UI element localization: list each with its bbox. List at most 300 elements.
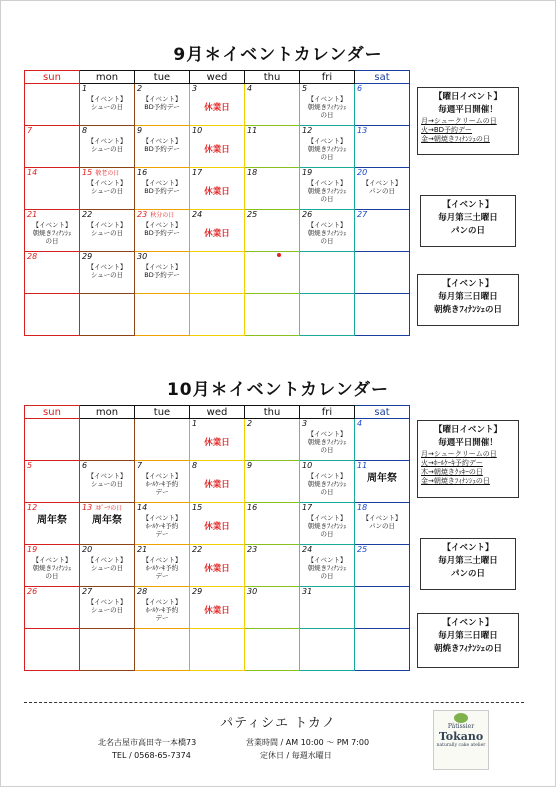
day-number — [192, 211, 242, 221]
calendar-day-cell — [355, 587, 410, 629]
october-title: 10月＊イベントカレンダー — [166, 380, 390, 400]
day-number-text: 17 — [302, 503, 313, 512]
calendar-day-cell — [355, 294, 410, 336]
day-number — [302, 420, 352, 430]
box-item: 月→シュークリームの日 — [421, 117, 497, 125]
calendar-dot — [277, 253, 281, 257]
calendar-day-cell — [25, 503, 80, 545]
day-number-text: 14 — [27, 168, 38, 177]
day-number-text: 2 — [137, 84, 143, 93]
day-number — [27, 546, 77, 556]
calendar-day-cell — [25, 629, 80, 671]
day-number-text: 28 — [27, 252, 38, 261]
day-number-text: 25 — [357, 545, 368, 554]
event-text: 朝焼きﾌｨﾅﾝｼｪ — [307, 480, 347, 488]
day-number-text: 6 — [357, 84, 363, 93]
event-text: の日 — [45, 237, 59, 245]
calendar-day-cell — [80, 168, 135, 210]
event-text: 【イベント】 — [307, 137, 347, 145]
day-number — [247, 169, 297, 179]
day-number — [192, 420, 242, 430]
day-number — [302, 462, 352, 472]
event-text: 【イベント】 — [142, 472, 182, 480]
closed-day-label: 休業日 — [204, 103, 230, 113]
weekday-header-thu: thu — [245, 71, 300, 84]
day-number-text: 23 — [247, 545, 258, 554]
calendar-day-cell — [25, 587, 80, 629]
event-text: 【イベント】 — [307, 430, 347, 438]
box-item: 月→シュークリームの日 — [421, 450, 497, 458]
day-number-text: 18 — [357, 503, 368, 512]
weekday-header-mon: mon — [80, 71, 135, 84]
event-text: の日 — [320, 195, 334, 203]
day-number — [247, 546, 297, 556]
day-number-text: 20 — [357, 168, 368, 177]
day-number-text: 20 — [82, 545, 93, 554]
event-text: 朝焼きﾌｨﾅﾝｼｪ — [307, 229, 347, 237]
day-number-text: 4 — [247, 84, 253, 93]
shop-closed-day: 定休日 / 毎週水曜日 — [260, 751, 332, 760]
day-number-text: 9 — [247, 461, 253, 470]
calendar-day-cell — [25, 294, 80, 336]
day-number — [27, 420, 77, 430]
calendar-day-cell — [25, 126, 80, 168]
box-item: 火→ﾎｰﾙｹｰｷ予約デー — [421, 459, 483, 467]
day-number — [357, 85, 407, 95]
day-number — [27, 85, 77, 95]
day-number — [302, 169, 352, 179]
calendar-day-cell — [300, 419, 355, 461]
box-heading: 【イベント】 — [442, 279, 494, 289]
event-text: の日 — [320, 111, 334, 119]
event-text: 朝焼きﾌｨﾅﾝｼｪ — [307, 522, 347, 530]
day-number-text: 21 — [27, 210, 38, 219]
day-number — [82, 420, 132, 430]
day-number — [357, 462, 407, 472]
calendar-day-cell — [245, 126, 300, 168]
day-number-text: 6 — [82, 461, 88, 470]
shop-logo — [433, 710, 489, 770]
day-number-text: 10 — [192, 126, 203, 135]
day-number-text: 3 — [302, 419, 308, 428]
day-number — [137, 127, 187, 137]
calendar-day-cell — [355, 126, 410, 168]
calendar-day-cell — [25, 419, 80, 461]
day-number — [137, 462, 187, 472]
event-text: 朝焼きﾌｨﾅﾝｼｪ — [307, 564, 347, 572]
day-number — [302, 588, 352, 598]
day-number-text: 17 — [192, 168, 203, 177]
day-number — [247, 253, 297, 263]
calendar-day-cell — [300, 587, 355, 629]
calendar-day-cell — [80, 126, 135, 168]
event-text: BD予約デー — [144, 145, 180, 153]
weekday-header-sat: sat — [355, 71, 410, 84]
day-number — [137, 420, 187, 430]
day-number — [82, 546, 132, 556]
calendar-day-cell — [245, 545, 300, 587]
calendar-day-cell — [80, 461, 135, 503]
event-text: の日 — [320, 530, 334, 538]
event-text: 【イベント】 — [142, 95, 182, 103]
day-number-text: 16 — [137, 168, 148, 177]
day-number — [82, 211, 132, 221]
calendar-day-cell — [190, 252, 245, 294]
calendar-day-cell — [300, 294, 355, 336]
calendar-day-cell — [190, 210, 245, 252]
day-number-text: 29 — [82, 252, 93, 261]
event-text: 【イベント】 — [307, 221, 347, 229]
day-number — [137, 85, 187, 95]
event-text: 【イベント】 — [87, 556, 127, 564]
box-line: パンの日 — [450, 226, 485, 236]
leaf-icon — [454, 713, 468, 723]
day-number — [137, 504, 187, 514]
event-text: 【イベント】 — [32, 556, 72, 564]
calendar-day-cell — [135, 629, 190, 671]
day-number-text: 8 — [82, 126, 88, 135]
calendar-day-cell — [300, 126, 355, 168]
calendar-day-cell — [245, 629, 300, 671]
day-number — [247, 504, 297, 514]
event-text: 朝焼きﾌｨﾅﾝｼｪ — [307, 145, 347, 153]
day-number-text: 26 — [302, 210, 313, 219]
calendar-day-cell — [300, 168, 355, 210]
calendar-day-cell — [355, 84, 410, 126]
weekday-header-wed: wed — [190, 406, 245, 419]
closed-day-label: 休業日 — [204, 438, 230, 448]
weekday-header-tue: tue — [135, 71, 190, 84]
day-number — [357, 295, 407, 305]
box-heading: 【曜日イベント】 — [433, 425, 502, 435]
calendar-day-cell — [80, 587, 135, 629]
event-text: デー — [155, 614, 169, 622]
day-number — [137, 630, 187, 640]
calendar-day-cell — [80, 252, 135, 294]
event-text: シューの日 — [90, 145, 124, 153]
calendar-day-cell — [355, 629, 410, 671]
event-text: 朝焼きﾌｨﾅﾝｼｪ — [307, 438, 347, 446]
day-number-text: 12 — [27, 503, 38, 512]
day-number-text: 22 — [192, 545, 203, 554]
event-text: 朝焼きﾌｨﾅﾝｼｪ — [307, 103, 347, 111]
calendar-day-cell — [245, 210, 300, 252]
footer-divider — [24, 702, 524, 703]
day-number-text: 14 — [137, 503, 148, 512]
calendar-day-cell — [245, 419, 300, 461]
event-text: BD予約デー — [144, 187, 180, 195]
calendar-day-cell — [190, 294, 245, 336]
calendar-day-cell — [135, 126, 190, 168]
day-number-text: 3 — [192, 84, 198, 93]
day-number — [27, 253, 77, 263]
event-text: 【イベント】 — [307, 514, 347, 522]
calendar-day-cell — [190, 503, 245, 545]
event-text: ﾎｰﾙｹｰｷ予約 — [145, 606, 179, 614]
day-number — [82, 504, 132, 514]
closed-day-label: 休業日 — [204, 229, 230, 239]
day-number — [192, 504, 242, 514]
day-number — [27, 127, 77, 137]
day-number-text: 22 — [82, 210, 93, 219]
calendar-day-cell — [190, 461, 245, 503]
event-text: の日 — [45, 572, 59, 580]
shop-phone: TEL / 0568-65-7374 — [112, 751, 191, 760]
day-number — [137, 588, 187, 598]
day-number — [302, 630, 352, 640]
calendar-day-cell — [245, 252, 300, 294]
calendar-day-cell — [190, 629, 245, 671]
day-number — [247, 127, 297, 137]
shop-hours-block — [246, 736, 369, 762]
event-text: 【イベント】 — [142, 137, 182, 145]
bread-day-box-oct — [420, 538, 516, 590]
financier-day-box-sep — [417, 274, 519, 326]
day-number-text: 26 — [27, 587, 38, 596]
day-number — [357, 169, 407, 179]
weekday-header-sun: sun — [25, 71, 80, 84]
day-number-text: 8 — [192, 461, 198, 470]
day-number — [27, 504, 77, 514]
day-number — [27, 630, 77, 640]
shop-contact — [98, 736, 196, 762]
day-number — [247, 420, 297, 430]
event-text: 【イベント】 — [362, 179, 402, 187]
weekday-header-tue: tue — [135, 406, 190, 419]
holiday-label: ｽﾎﾟｰﾂの日 — [95, 505, 123, 512]
day-number — [357, 127, 407, 137]
box-heading: 【イベント】 — [442, 200, 494, 210]
calendar-day-cell — [80, 629, 135, 671]
event-text: の日 — [320, 488, 334, 496]
day-number — [192, 546, 242, 556]
event-text: 【イベント】 — [307, 556, 347, 564]
event-text: 【イベント】 — [362, 514, 402, 522]
calendar-day-cell — [25, 210, 80, 252]
weekday-header-fri: fri — [300, 71, 355, 84]
day-number — [192, 630, 242, 640]
box-heading: 【イベント】 — [442, 618, 494, 628]
calendar-day-cell — [135, 503, 190, 545]
day-number-text: 2 — [247, 419, 253, 428]
event-text: 【イベント】 — [142, 556, 182, 564]
event-text: BD予約デー — [144, 271, 180, 279]
event-text: の日 — [320, 153, 334, 161]
event-text: の日 — [320, 237, 334, 245]
calendar-day-cell — [135, 545, 190, 587]
day-number-text: 23 — [137, 210, 148, 219]
day-number — [137, 169, 187, 179]
closed-day-label: 休業日 — [204, 522, 230, 532]
day-number-text: 13 — [357, 126, 368, 135]
box-item: 金→朝焼きﾌｨﾅﾝｼｪの日 — [421, 477, 490, 485]
day-number — [247, 630, 297, 640]
calendar-day-cell — [300, 629, 355, 671]
day-number — [302, 504, 352, 514]
day-number-text: 19 — [27, 545, 38, 554]
event-text: 【イベント】 — [142, 179, 182, 187]
box-line: パンの日 — [450, 569, 485, 579]
event-text: 朝焼きﾌｨﾅﾝｼｪ — [307, 187, 347, 195]
day-number — [82, 295, 132, 305]
day-number — [82, 127, 132, 137]
calendar-day-cell — [135, 587, 190, 629]
day-number — [27, 169, 77, 179]
day-number-text: 7 — [137, 461, 143, 470]
calendar-day-cell — [355, 210, 410, 252]
day-number-text: 29 — [192, 587, 203, 596]
day-number-text: 1 — [192, 419, 198, 428]
anniversary-label: 周年祭 — [92, 515, 122, 526]
shop-hours: 営業時間 / AM 10:00 ～ PM 7:00 — [246, 738, 370, 747]
box-heading: 【イベント】 — [442, 543, 494, 553]
event-text: 【イベント】 — [307, 472, 347, 480]
day-number — [357, 588, 407, 598]
calendar-day-cell — [80, 419, 135, 461]
weekday-header-sun: sun — [25, 406, 80, 419]
event-text: 【イベント】 — [142, 263, 182, 271]
day-number-text: 24 — [192, 210, 203, 219]
day-number-text: 31 — [302, 587, 313, 596]
weekday-header-fri: fri — [300, 406, 355, 419]
weekday-header-thu: thu — [245, 406, 300, 419]
calendar-day-cell — [135, 419, 190, 461]
day-number — [137, 253, 187, 263]
day-number — [357, 211, 407, 221]
event-text: ﾎｰﾙｹｰｷ予約 — [145, 564, 179, 572]
calendar-day-cell — [190, 419, 245, 461]
weekday-event-box-oct — [417, 420, 519, 498]
day-number — [27, 588, 77, 598]
day-number — [192, 462, 242, 472]
day-number-text: 30 — [137, 252, 148, 261]
holiday-label: 秋分の日 — [150, 212, 175, 219]
calendar-day-cell — [80, 294, 135, 336]
day-number — [192, 127, 242, 137]
event-text: 【イベント】 — [142, 221, 182, 229]
event-text: デー — [155, 572, 169, 580]
october-calendar — [24, 405, 410, 671]
calendar-day-cell — [300, 84, 355, 126]
calendar-day-cell — [135, 252, 190, 294]
calendar-day-cell — [25, 168, 80, 210]
box-line: 毎月第三土曜日 — [438, 556, 498, 566]
calendar-day-cell — [25, 461, 80, 503]
day-number-text: 15 — [82, 168, 93, 177]
calendar-day-cell — [245, 461, 300, 503]
day-number — [192, 85, 242, 95]
event-text: 【イベント】 — [87, 472, 127, 480]
day-number — [357, 420, 407, 430]
day-number-text: 12 — [302, 126, 313, 135]
calendar-day-cell — [190, 126, 245, 168]
event-text: の日 — [320, 446, 334, 454]
day-number — [192, 253, 242, 263]
calendar-day-cell — [80, 210, 135, 252]
day-number — [137, 211, 187, 221]
day-number — [302, 295, 352, 305]
day-number — [302, 211, 352, 221]
calendar-day-cell — [135, 84, 190, 126]
event-text: シューの日 — [90, 103, 124, 111]
shop-address: 北名古屋市高田寺一本橋73 — [98, 738, 197, 747]
day-number-text: 27 — [82, 587, 93, 596]
day-number-text: 18 — [247, 168, 258, 177]
day-number — [247, 295, 297, 305]
day-number-text: 27 — [357, 210, 368, 219]
box-item: 金→朝焼きﾌｨﾅﾝｼｪの日 — [421, 135, 490, 143]
day-number-text: 9 — [137, 126, 143, 135]
event-text: 【イベント】 — [87, 598, 127, 606]
anniversary-label: 周年祭 — [367, 473, 397, 484]
day-number — [302, 85, 352, 95]
weekday-header-mon: mon — [80, 406, 135, 419]
calendar-day-cell — [245, 168, 300, 210]
event-text: ﾎｰﾙｹｰｷ予約 — [145, 522, 179, 530]
box-line: 毎月第三日曜日 — [438, 292, 498, 302]
event-text: 【イベント】 — [32, 221, 72, 229]
closed-day-label: 休業日 — [204, 564, 230, 574]
event-text: デー — [155, 488, 169, 496]
event-text: パンの日 — [369, 187, 395, 195]
calendar-day-cell — [355, 461, 410, 503]
day-number — [247, 85, 297, 95]
day-number-text: 10 — [302, 461, 313, 470]
day-number-text: 28 — [137, 587, 148, 596]
event-text: デー — [155, 530, 169, 538]
calendar-day-cell — [25, 252, 80, 294]
box-item: 火→BD予約デー — [421, 126, 473, 134]
event-text: BD予約デー — [144, 103, 180, 111]
day-number-text: 13 — [82, 503, 93, 512]
day-number — [27, 211, 77, 221]
event-text: シューの日 — [90, 480, 124, 488]
event-text: BD予約デー — [144, 229, 180, 237]
calendar-day-cell — [190, 587, 245, 629]
day-number — [357, 504, 407, 514]
day-number — [137, 546, 187, 556]
calendar-day-cell — [355, 419, 410, 461]
event-text: 【イベント】 — [87, 137, 127, 145]
calendar-day-cell — [355, 252, 410, 294]
calendar-day-cell — [245, 503, 300, 545]
day-number — [192, 295, 242, 305]
day-number — [247, 462, 297, 472]
day-number — [247, 211, 297, 221]
day-number — [357, 630, 407, 640]
closed-day-label: 休業日 — [204, 480, 230, 490]
day-number-text: 1 — [82, 84, 88, 93]
day-number-text: 7 — [27, 126, 33, 135]
calendar-day-cell — [190, 84, 245, 126]
event-text: 【イベント】 — [87, 221, 127, 229]
day-number-text: 16 — [247, 503, 258, 512]
day-number — [27, 295, 77, 305]
day-number — [82, 169, 132, 179]
day-number-text: 24 — [302, 545, 313, 554]
day-number — [247, 588, 297, 598]
event-text: の日 — [320, 572, 334, 580]
day-number — [82, 630, 132, 640]
calendar-day-cell — [25, 545, 80, 587]
calendar-day-cell — [355, 545, 410, 587]
closed-day-label: 休業日 — [204, 145, 230, 155]
event-text: シューの日 — [90, 187, 124, 195]
calendar-day-cell — [355, 168, 410, 210]
day-number — [302, 546, 352, 556]
calendar-day-cell — [135, 294, 190, 336]
box-line: 朝焼きﾌｨﾅﾝｼｪの日 — [433, 305, 502, 315]
